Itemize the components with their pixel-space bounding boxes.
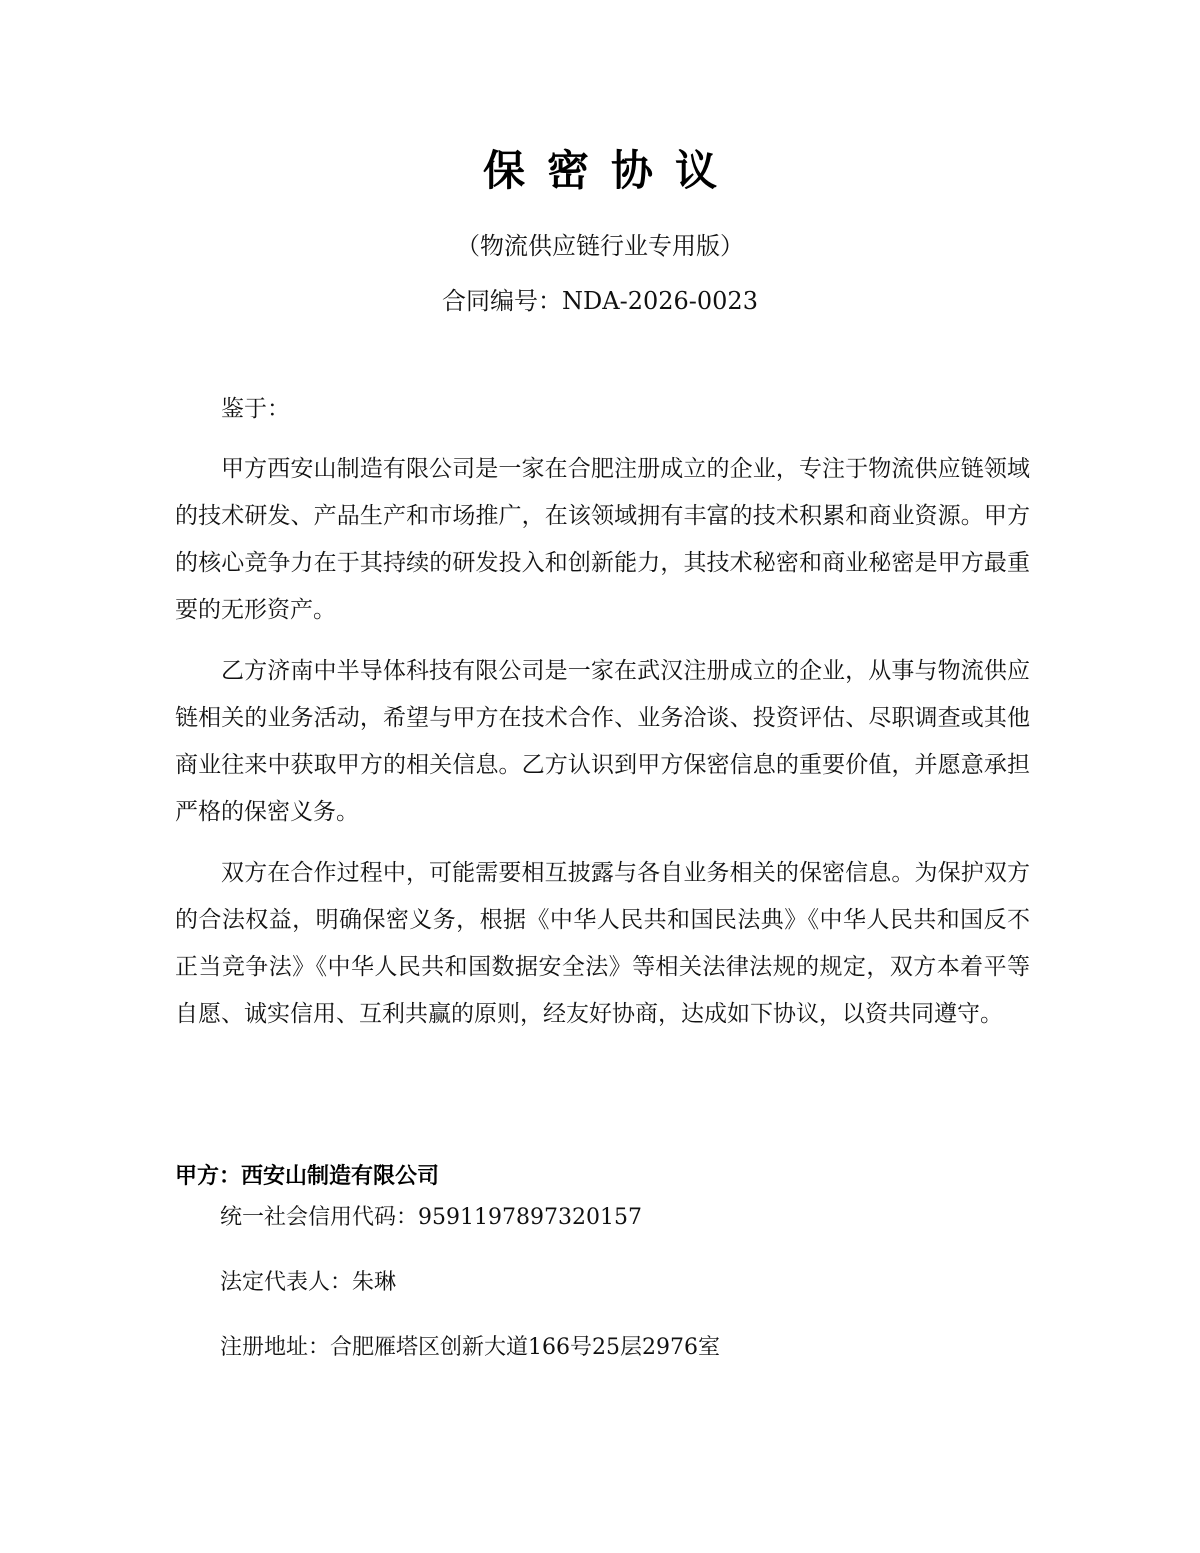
document-title: 保密协议: [482, 146, 739, 195]
paragraph-party-a-intro: 甲方西安山制造有限公司是一家在合肥注册成立的企业，专注于物流供应链领域的技术研发、产品生产和市场推广，在该领域拥有丰富的技术积累和商业资源。甲方的核心竞争力在于其持续的研发投入和创新能力，其技术秘密和商业秘密是甲方最重要的无形资产。: [175, 456, 1030, 623]
party-a-legal-representative: 法定代表人：朱琳: [220, 1270, 397, 1295]
document-subtitle: （物流供应链行业专用版）: [456, 232, 744, 260]
party-a-credit-code: 统一社会信用代码：9591197897320157: [220, 1205, 642, 1230]
paragraph-agreement-basis: 双方在合作过程中，可能需要相互披露与各自业务相关的保密信息。为保护双方的合法权益，明确保密义务，根据《中华人民共和国民法典》《中华人民共和国反不正当竞争法》《中华人民共和国数据安全法》等相关法律法规的规定，双方本着平等自愿、诚实信用、互利共赢的原则，经友好协商，达成如下协议，以资共同遵守。: [175, 860, 1030, 1027]
party-a-address: 注册地址：合肥雁塔区创新大道166号25层2976室: [220, 1335, 720, 1360]
contract-number: 合同编号：NDA-2026-0023: [442, 287, 758, 315]
party-a-heading: 甲方：西安山制造有限公司: [175, 1164, 440, 1189]
paragraph-party-b-intro: 乙方济南中半导体科技有限公司是一家在武汉注册成立的企业，从事与物流供应链相关的业务活动，希望与甲方在技术合作、业务洽谈、投资评估、尽职调查或其他商业往来中获取甲方的相关信息。乙方认识到甲方保密信息的重要价值，并愿意承担严格的保密义务。: [175, 658, 1030, 825]
whereas-label: 鉴于：: [221, 396, 290, 422]
